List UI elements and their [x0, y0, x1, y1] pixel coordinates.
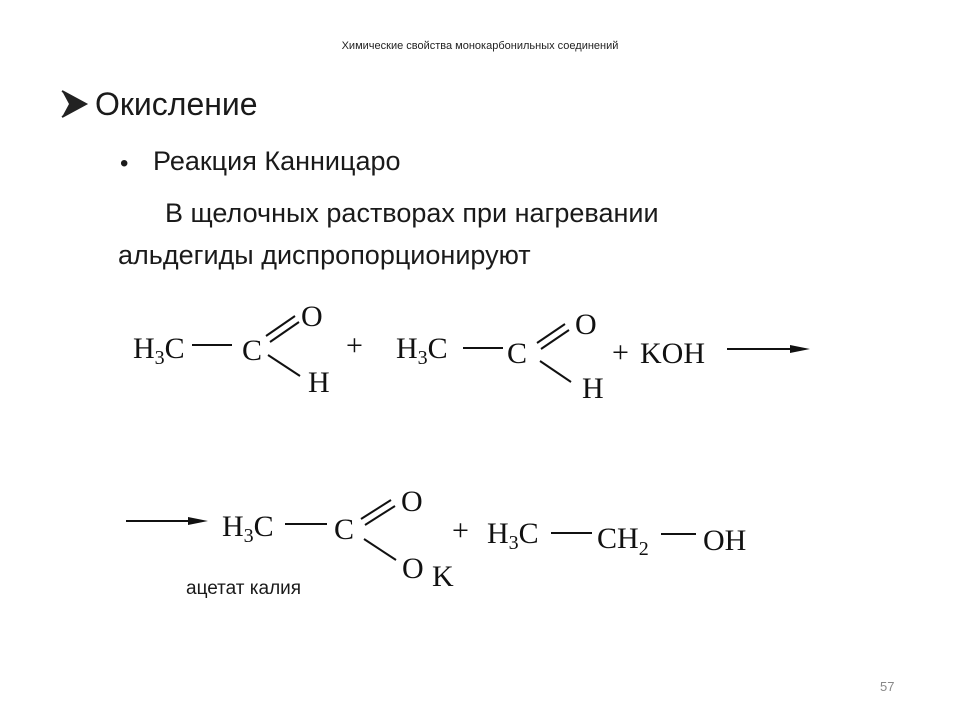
reactant-1 — [133, 300, 330, 399]
r2-double-bond-b — [541, 330, 569, 349]
p1-double-bond-b — [365, 506, 395, 525]
r1-h3c: $H_3C$ — [133, 332, 185, 369]
product-2 — [487, 517, 746, 560]
description-line-2: альдегиды диспропорционируют — [118, 240, 531, 270]
p2-hydroxyl: OH — [703, 524, 747, 557]
r2-bond-c-h — [540, 361, 571, 382]
r1-carbon: C — [242, 334, 263, 367]
reagent-koh: KOH — [640, 337, 705, 370]
reaction-arrow-right-icon — [727, 345, 810, 353]
plus-sign-1: + — [346, 329, 363, 362]
p1-h3c: $H_3C$ — [222, 510, 274, 547]
r2-oxygen: O — [575, 308, 597, 341]
p1-oxygen-double: O — [401, 485, 423, 518]
r2-carbon: C — [507, 337, 528, 370]
p1-potassium: K — [432, 560, 454, 593]
product-1 — [222, 485, 454, 593]
product-label: ацетат калия — [186, 578, 302, 599]
r2-hydrogen: H — [582, 372, 604, 405]
slide-header: Химические свойства монокарбонильных соединений — [341, 40, 619, 52]
reactant-2 — [396, 308, 604, 405]
p1-double-bond-a — [361, 500, 391, 519]
reaction-arrow-continuation-icon — [126, 517, 208, 525]
plus-sign-3: + — [452, 514, 469, 547]
r1-oxygen: O — [301, 300, 323, 333]
bullet-dot: • — [120, 150, 129, 177]
plus-sign-2: + — [612, 336, 629, 369]
r1-double-bond-a — [266, 316, 295, 336]
p2-h3c: $H_3C$ — [487, 517, 539, 554]
p1-carbon: C — [334, 513, 355, 546]
p1-oxygen-single: O — [402, 552, 424, 585]
r1-double-bond-b — [270, 322, 299, 342]
p1-bond-c-o — [364, 539, 396, 560]
r2-double-bond-a — [537, 324, 565, 343]
description-line-1: В щелочных растворах при нагревании — [165, 198, 659, 228]
r2-h3c: $H_3C$ — [396, 332, 448, 369]
page-number: 57 — [880, 679, 895, 694]
p2-ch2: $CH_2$ — [597, 522, 649, 560]
r1-bond-c-h — [268, 355, 300, 376]
r1-hydrogen: H — [308, 366, 330, 399]
subtitle: Реакция Канницаро — [153, 146, 401, 176]
slide-title: Окисление — [95, 86, 258, 122]
